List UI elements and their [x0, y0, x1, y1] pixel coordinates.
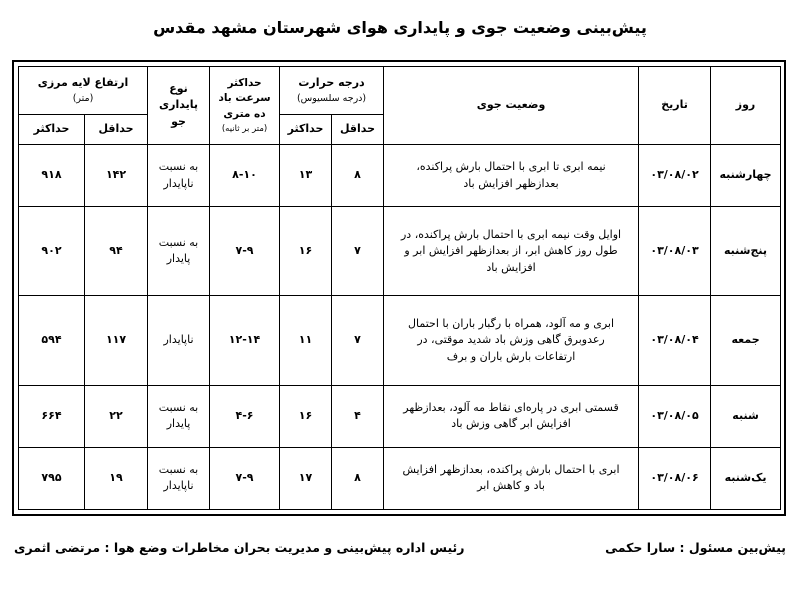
condition-line: ارتفاعات بارش باران و برف: [446, 349, 576, 363]
header-stability-line2: پایداری: [159, 98, 198, 112]
condition-line: باد و کاهش ابر: [477, 479, 545, 493]
condition-line: نیمه ابری تا ابری با احتمال بارش پراکنده،: [416, 160, 606, 174]
header-temp-min: حداقل: [332, 115, 384, 145]
stability-line: به نسبت: [158, 235, 199, 249]
header-condition: وضعیت جوی: [384, 67, 639, 145]
bl-max-cell: ۵۹۴: [19, 296, 85, 385]
header-day: روز: [711, 67, 781, 145]
day-cell: جمعه: [711, 296, 781, 385]
table-row: [19, 207, 781, 296]
header-wind-unit: (متر بر ثانیه): [221, 123, 268, 134]
condition-cell: [384, 145, 639, 207]
stability-line: پایدار: [166, 417, 191, 431]
header-temp-max: حداکثر: [280, 115, 332, 145]
bl-max-cell: ۶۶۴: [19, 385, 85, 447]
wind-cell: ۸-۱۰: [210, 145, 280, 207]
temp-max-cell: ۱۷: [280, 447, 332, 509]
temp-min-cell: ۷: [332, 207, 384, 296]
stability-line: ناپایدار: [163, 333, 194, 347]
day-cell: چهارشنبه: [711, 145, 781, 207]
condition-line: ابری با احتمال بارش پراکنده، بعدازظهر افزایش: [402, 462, 620, 476]
date-cell: ۰۳/۰۸/۰۵: [639, 385, 711, 447]
header-wind-line1: حداکثر: [227, 76, 262, 89]
stability-cell: [148, 207, 210, 296]
wind-cell: ۴-۶: [210, 385, 280, 447]
stability-line: به نسبت: [158, 462, 199, 476]
condition-cell: [384, 385, 639, 447]
bl-max-cell: ۹۰۲: [19, 207, 85, 296]
temp-max-cell: ۱۳: [280, 145, 332, 207]
date-cell: ۰۳/۰۸/۰۳: [639, 207, 711, 296]
condition-line: افزایش ابر گاهی وزش باد: [451, 417, 571, 431]
temp-min-cell: ۸: [332, 447, 384, 509]
header-boundary-label: ارتفاع لایه مرزی: [37, 76, 129, 90]
table-row: [19, 447, 781, 509]
temp-min-cell: ۸: [332, 145, 384, 207]
stability-cell: [148, 296, 210, 385]
header-wind-line2: سرعت باد: [218, 92, 271, 105]
bl-min-cell: ۱۴۲: [85, 145, 148, 207]
header-temperature: [280, 67, 384, 115]
day-cell: شنبه: [711, 385, 781, 447]
condition-line: بعدازظهر افزایش باد: [463, 176, 559, 190]
forecaster-signature: پیش‌بین مسئول : سارا حکمی: [605, 540, 786, 555]
wind-cell: ۱۲-۱۴: [210, 296, 280, 385]
wind-cell: ۷-۹: [210, 207, 280, 296]
stability-cell: [148, 145, 210, 207]
table-row: [19, 385, 781, 447]
header-wind-line3: ده متری: [223, 108, 266, 120]
condition-cell: [384, 447, 639, 509]
stability-line: به نسبت: [158, 400, 199, 414]
bl-max-cell: ۷۹۵: [19, 447, 85, 509]
wind-cell: ۷-۹: [210, 447, 280, 509]
forecast-table: [18, 66, 781, 510]
temp-max-cell: ۱۱: [280, 296, 332, 385]
condition-line: ابری و مه آلود، همراه با رگبار باران با احتمال: [408, 316, 615, 330]
temp-min-cell: ۴: [332, 385, 384, 447]
table-row: [19, 296, 781, 385]
date-cell: ۰۳/۰۸/۰۴: [639, 296, 711, 385]
day-cell: پنج‌شنبه: [711, 207, 781, 296]
bl-min-cell: ۱۱۷: [85, 296, 148, 385]
header-bl-max: حداکثر: [19, 115, 85, 145]
head-signature: رئیس اداره پیش‌بینی و مدیریت بحران مخاطرات وضع هوا : مرتضی اثمری: [14, 540, 465, 555]
condition-line: اوایل وقت نیمه ابری با احتمال بارش پراکنده، در: [400, 227, 622, 241]
bl-min-cell: ۱۹: [85, 447, 148, 509]
temp-max-cell: ۱۶: [280, 207, 332, 296]
header-boundary-unit: (متر): [72, 92, 94, 104]
date-cell: ۰۳/۰۸/۰۲: [639, 145, 711, 207]
bl-min-cell: ۲۲: [85, 385, 148, 447]
bl-max-cell: ۹۱۸: [19, 145, 85, 207]
header-date: تاریخ: [639, 67, 711, 145]
stability-cell: [148, 385, 210, 447]
stability-line: ناپایدار: [163, 479, 194, 493]
stability-line: به نسبت: [158, 160, 199, 174]
header-stability-line3: جو: [171, 114, 186, 128]
header-stability-line1: نوع: [169, 81, 188, 95]
header-temperature-unit: (درجه سلسیوس): [296, 92, 367, 104]
header-temperature-label: درجه حرارت: [298, 76, 365, 90]
header-bl-min: حداقل: [85, 115, 148, 145]
condition-cell: [384, 207, 639, 296]
temp-max-cell: ۱۶: [280, 385, 332, 447]
day-cell: یک‌شنبه: [711, 447, 781, 509]
condition-line: طول روز کاهش ابر، از بعدازظهر افزایش ابر و: [404, 244, 618, 258]
condition-line: قسمتی ابری در پاره‌ای نقاط مه آلود، بعدازظهر: [403, 400, 619, 414]
header-boundary-layer: [19, 67, 148, 115]
temp-min-cell: ۷: [332, 296, 384, 385]
date-cell: ۰۳/۰۸/۰۶: [639, 447, 711, 509]
header-stability: [148, 67, 210, 145]
condition-line: افزایش باد: [486, 260, 536, 274]
condition-cell: [384, 296, 639, 385]
page-title: پیش‌بینی وضعیت جوی و پایداری هوای شهرستان مشهد مقدس: [153, 18, 647, 37]
stability-cell: [148, 447, 210, 509]
table-row: [19, 145, 781, 207]
header-wind: [210, 67, 280, 145]
condition-line: رعدوبرق گاهی وزش باد شدید موقتی، در: [417, 333, 605, 347]
bl-min-cell: ۹۴: [85, 207, 148, 296]
stability-line: پایدار: [166, 252, 191, 266]
stability-line: ناپایدار: [163, 176, 194, 190]
